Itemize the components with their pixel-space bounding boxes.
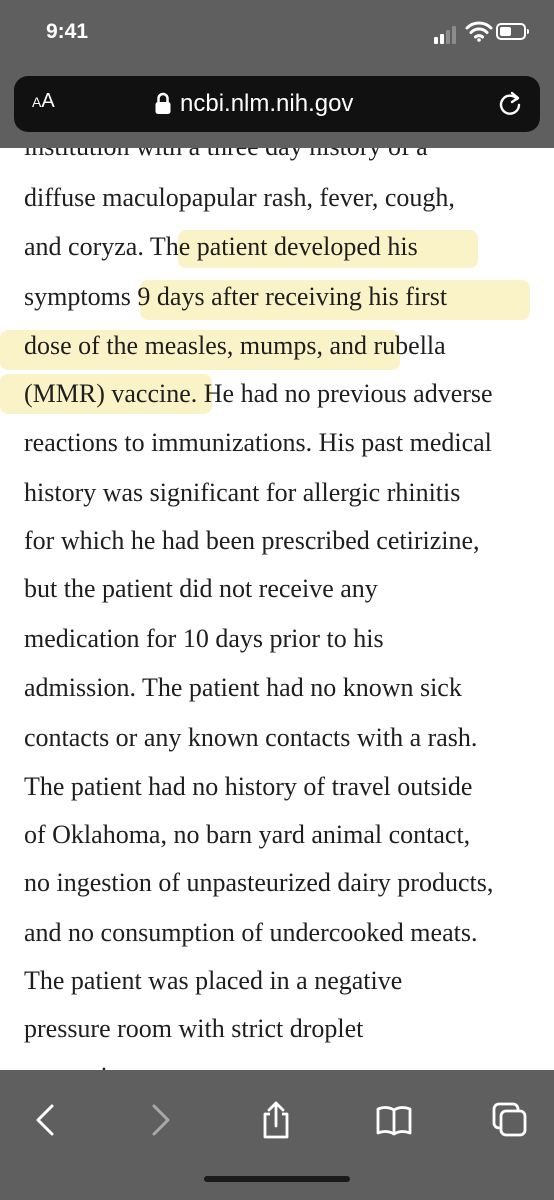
forward-icon[interactable]: [140, 1100, 180, 1140]
text-line: but the patient did not receive any: [24, 574, 378, 603]
article-body[interactable]: [0, 148, 554, 1070]
text-line: (MMR) vaccine. He had no previous adverse: [24, 379, 493, 408]
text-line: medication for 10 days prior to his: [24, 624, 384, 653]
text-line: of Oklahoma, no barn yard animal contact,: [24, 820, 471, 849]
text-size-large-label: A: [41, 90, 55, 112]
back-icon[interactable]: [26, 1100, 66, 1140]
text-line: for which he had been prescribed cetirizine,: [24, 526, 480, 555]
text-line: The patient had no history of travel outside: [24, 772, 473, 801]
text-line: and no consumption of undercooked meats.: [24, 918, 478, 947]
text-line: and coryza. The patient developed his: [24, 232, 418, 261]
status-time: 9:41: [46, 20, 89, 43]
text-line: contacts or any known contacts with a rash.: [24, 723, 478, 752]
text-line: The patient was placed in a negative: [24, 966, 403, 995]
reload-icon[interactable]: [496, 90, 524, 118]
wifi-icon: [465, 20, 493, 42]
text-line: admission. The patient had no known sick: [24, 673, 462, 702]
signal-icon: [434, 24, 464, 44]
text-line: pressure room with strict droplet: [24, 1014, 364, 1043]
text-size-button[interactable]: [32, 90, 55, 113]
battery-icon: [496, 23, 526, 40]
text-line: dose of the measles, mumps, and rubella: [24, 331, 446, 360]
home-indicator[interactable]: [204, 1176, 350, 1182]
text-line: reactions to immunizations. His past medical: [24, 428, 492, 457]
url-bar[interactable]: [14, 76, 540, 132]
lock-icon: [154, 92, 172, 116]
url-text: ncbi.nlm.nih.gov: [180, 90, 354, 117]
text-line: history was significant for allergic rhinitis: [24, 478, 461, 507]
tabs-icon[interactable]: [490, 1100, 530, 1140]
address-display[interactable]: [154, 88, 353, 120]
text-line: no ingestion of unpasteurized dairy products,: [24, 868, 494, 897]
text-size-small-label: A: [32, 94, 42, 110]
text-line: diffuse maculopapular rash, fever, cough,: [24, 183, 455, 212]
browser-top-chrome: [0, 0, 554, 148]
bookmarks-icon[interactable]: [374, 1100, 414, 1140]
text-line: symptoms 9 days after receiving his first: [24, 282, 448, 311]
share-icon[interactable]: [256, 1100, 296, 1140]
